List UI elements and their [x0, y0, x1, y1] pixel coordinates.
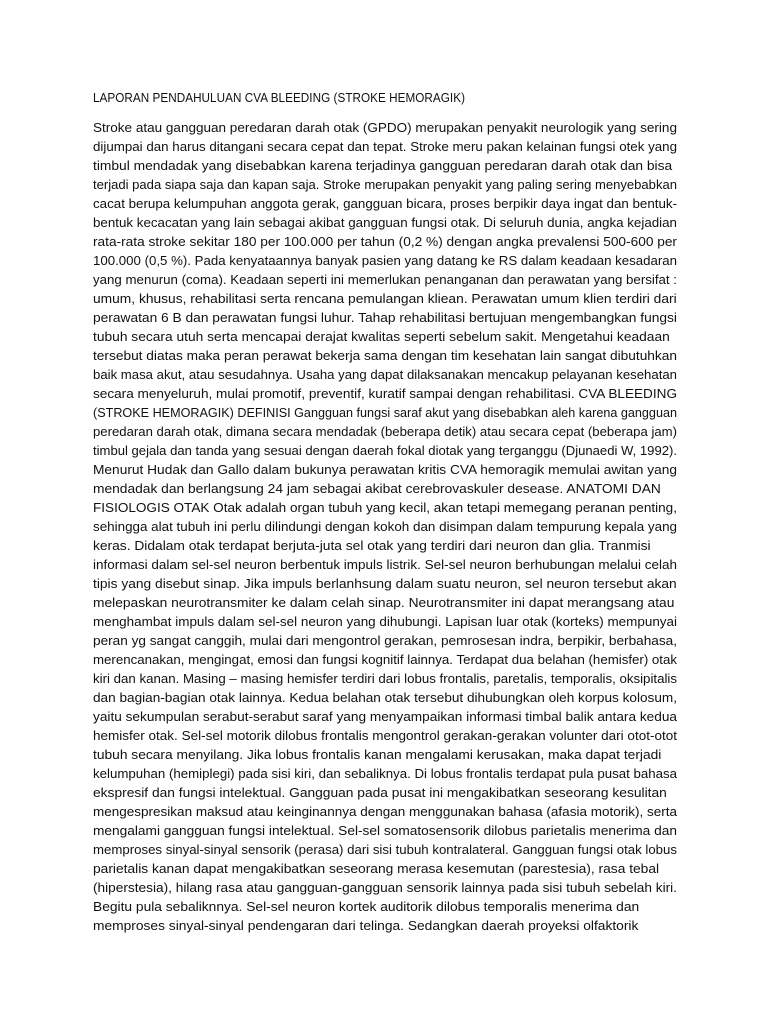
body-text-line: melepaskan neurotransmiter ke dalam celah sinap. Neurotransmiter ini dapat merangsang atau [93, 595, 675, 610]
body-text-line: cacat berupa kelumpuhan anggota gerak, gangguan bicara, proses berpikir daya ingat dan bentuk- [93, 196, 678, 211]
body-text-line: (hiperstesia), hilang rasa atau gangguan-gangguan sensorik lainnya pada sisi tubuh sebelah kiri. [93, 880, 677, 895]
body-text [93, 118, 693, 935]
body-text-line: mengespresikan maksud atau keinginannya dengan menggunakan bahasa (afasia motorik), serta [93, 804, 678, 819]
body-text-line: tersebut diatas maka peran perawat bekerja sama dengan tim kesehatan lain sangat dibutuhkan [93, 348, 678, 363]
body-text-line: timbul mendadak yang disebabkan karena terjadinya gangguan peredaran darah otak dan bisa [93, 158, 673, 173]
body-text-line: peredaran darah otak, dimana secara mendadak (beberapa detik) atau secara cepat (beberapa jam) [93, 424, 677, 439]
body-text-line: yang menurun (coma). Keadaan seperti ini memerlukan penanganan dan perawatan yang bersifat : [93, 272, 677, 287]
body-text-line: Menurut Hudak dan Gallo dalam bukunya perawatan kritis CVA hemoragik memulai awitan yang [93, 462, 677, 477]
body-text-line: mengalami gangguan fungsi intelektual. Sel-sel somatosensorik dilobus parietalis menerima dan [93, 823, 677, 838]
body-text-line: dan bagian-bagian otak lainnya. Kedua belahan otak tersebut dihubungkan oleh korpus kolosum, [93, 690, 677, 705]
body-text-line: dijumpai dan harus ditangani secara cepat dan tepat. Stroke meru pakan kelainan fungsi otek yang [93, 139, 678, 154]
body-text-line: kelumpuhan (hemiplegi) pada sisi kiri, dan sebaliknya. Di lobus frontalis terdapat pula pusat bahasa [93, 766, 678, 781]
body-text-line: memproses sinyal-sinyal pendengaran dari telinga. Sedangkan daerah proyeksi olfaktorik [93, 918, 639, 933]
body-text-line: merencanakan, mengingat, emosi dan fungsi kognitif lainnya. Terdapat dua belahan (hemisfer) otak [93, 652, 678, 667]
body-text-line: bentuk kecacatan yang lain sebagai akibat gangguan fungsi otak. Di seluruh dunia, angka kejadian [93, 215, 677, 230]
body-text-line: terjadi pada siapa saja dan kapan saja. Stroke merupakan penyakit yang paling sering menyebabkan [93, 177, 677, 192]
body-text-line: perawatan 6 B dan perawatan fungsi luhur. Tahap rehabilitasi bertujuan mengembangkan fungsi [93, 310, 677, 325]
body-text-line: informasi dalam sel-sel neuron berbentuk impuls listrik. Sel-sel neuron berhubungan melalui celah [93, 557, 677, 572]
body-text-line: rata-rata stroke sekitar 180 per 100.000 per tahun (0,2 %) dengan angka prevalensi 500-600 per [93, 234, 678, 249]
body-text-line: kiri dan kanan. Masing – masing hemisfer terdiri dari lobus frontalis, paretalis, temporalis, oksipitalis [93, 671, 677, 686]
body-text-line: Stroke atau gangguan peredaran darah otak (GPDO) merupakan penyakit neurologik yang sering [93, 120, 677, 135]
body-text-line: hemisfer otak. Sel-sel motorik dilobus frontalis mengontrol gerakan-gerakan volunter dari otot-otot [93, 728, 677, 743]
body-text-line: umum, khusus, rehabilitasi serta rencana pemulangan kliean. Perawatan umum klien terdiri dari [93, 291, 677, 306]
body-text-line: mendadak dan berlangsung 24 jam sebagai akibat cerebrovaskuler desease. ANATOMI DAN [93, 481, 661, 496]
body-text-line: ekspresif dan fungsi intelektual. Gangguan pada pusat ini mengakibatkan seseorang kesulitan [93, 785, 667, 800]
body-text-line: memproses sinyal-sinyal sensorik (perasa) dari sisi tubuh kontralateral. Gangguan fungsi otak lobus [93, 842, 677, 857]
body-text-line: secara menyeluruh, mulai promotif, preventif, kuratif sampai dengan rehabilitasi. CVA BLEEDING [93, 386, 678, 401]
body-text-line: tubuh secara utuh serta mencapai derajat kwalitas seperti sebelum sakit. Mengetahui keadaan [93, 329, 670, 344]
body-text-line: FISIOLOGIS OTAK Otak adalah organ tubuh yang kecil, akan tetapi memegang peranan penting, [93, 500, 677, 515]
body-text-line: tubuh secara menyilang. Jika lobus frontalis kanan mengalami kerusakan, maka dapat terjadi [93, 747, 662, 762]
body-text-line: keras. Didalam otak terdapat berjuta-juta sel otak yang terdiri dari neuron dan glia. Tranmisi [93, 538, 651, 553]
body-text-line: sehingga alat tubuh ini perlu dilindungi dengan kokoh dan disimpan dalam tempurung kepala yang [93, 519, 678, 534]
body-text-line: menghambat impuls dalam sel-sel neuron yang dihubungi. Lapisan luar otak (korteks) mempunyai [93, 614, 677, 629]
body-text-line: Begitu pula sebaliknnya. Sel-sel neuron kortek auditorik dilobus temporalis menerima dan [93, 899, 640, 914]
body-text-line: timbul gejala dan tanda yang sesuai dengan daerah fokal diotak yang terganggu (Djunaedi W, 1992). [93, 443, 678, 458]
body-text-line: 100.000 (0,5 %). Pada kenyataannya banyak pasien yang datang ke RS dalam keadaan kesadaran [93, 253, 678, 268]
body-text-line: (STROKE HEMORAGIK) DEFINISI Gangguan fungsi saraf akut yang disebabkan aleh karena gangguan [93, 405, 677, 420]
body-text-line: yaitu sekumpulan serabut-serabut saraf yang menyampaikan informasi timbal balik antara kedua [93, 709, 678, 724]
body-text-line: tipis yang disebut sinap. Jika impuls berlanhsung dalam suatu neuron, sel neuron tersebut akan [93, 576, 677, 591]
body-text-line: peran yg sangat canggih, mulai dari mengontrol gerakan, pemrosesan indra, berpikir, berbahasa, [93, 633, 677, 648]
body-text-line: baik masa akut, atau sesudahnya. Usaha yang dapat dilaksanakan mencakup pelayanan kesehatan [93, 367, 678, 382]
document-title: LAPORAN PENDAHULUAN CVA BLEEDING (STROKE HEMORAGIK) [93, 90, 466, 105]
body-text-line: parietalis kanan dapat mengakibatkan seseorang merasa kesemutan (parestesia), rasa tebal [93, 861, 660, 876]
